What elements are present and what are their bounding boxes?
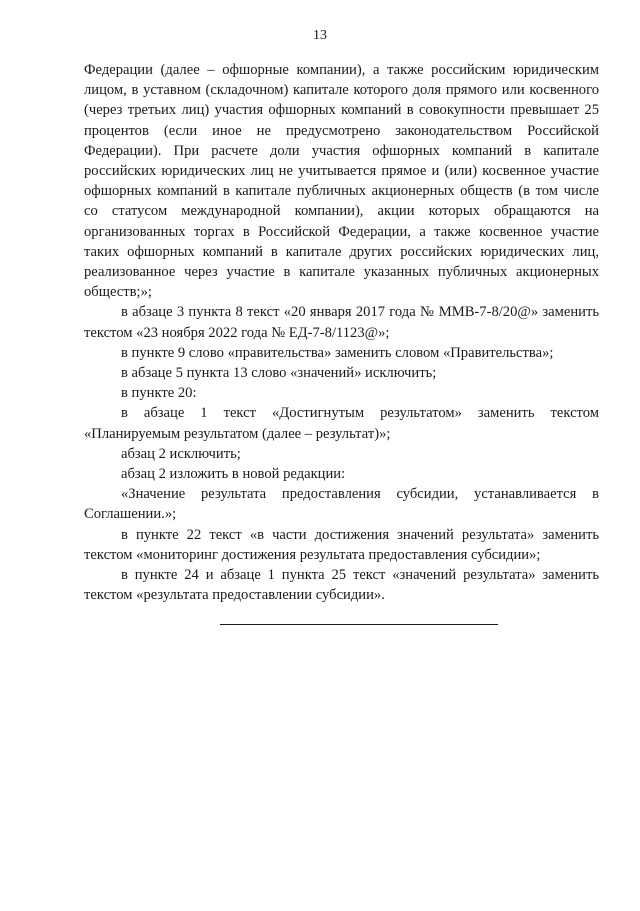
paragraph-amendment-point-22: в пункте 22 текст «в части достижения значений результата» заменить текстом «мониторинг достижения результата предоставления субсидии»; — [84, 526, 599, 563]
paragraph-amendment-points-24-25: в пункте 24 и абзаце 1 пункта 25 текст «значений результата» заменить текстом «результата предоставлении субсидии». — [84, 567, 599, 604]
paragraph-new-wording: «Значение результата предоставления субсидии, устанавливается в Соглашении.»; — [84, 486, 599, 523]
paragraph-point-20-abzac-2-exclude: абзац 2 исключить; — [121, 445, 241, 462]
page-number: 13 — [313, 28, 327, 43]
document-body — [84, 60, 599, 605]
paragraph-point-20-heading: в пункте 20: — [121, 385, 197, 402]
paragraph-point-20-abzac-1: в абзаце 1 текст «Достигнутым результатом» заменить текстом «Планируемым результатом (далее – результат)»; — [84, 405, 599, 442]
end-separator-line — [220, 624, 498, 625]
paragraph-continuation: Федерации (далее – офшорные компании), а также российским юридическим лицом, в уставном (складочном) капитале которого доля прямого или косвенного (через третьих лиц) участия офшорных компаний в совокупности превышает 25 процентов (если иное не предусмотрено законодательством Российской Федерации). При расчете доли участия офшорных компаний в капитале российских юридических лиц не учитывается прямое и (или) косвенное участие офшорных компаний в капитале публичных акционерных обществ (в том числе со статусом международной компании), акции которых обращаются на организованных торгах в Российской Федерации, а также косвенное участие таких офшорных компаний в капитале других российских юридических лиц, реализованное через участие в капитале указанных публичных акционерных обществ;»; — [84, 62, 599, 301]
paragraph-point-20-abzac-2-new: абзац 2 изложить в новой редакции: — [121, 466, 346, 483]
paragraph-amendment-point-13: в абзаце 5 пункта 13 слово «значений» исключить; — [121, 365, 437, 382]
paragraph-amendment-point-8: в абзаце 3 пункта 8 текст «20 января 2017 года № ММВ-7-8/20@» заменить текстом «23 ноября 2022 года № ЕД-7-8/1123@»; — [84, 304, 599, 341]
paragraph-amendment-point-9: в пункте 9 слово «правительства» заменить словом «Правительства»; — [121, 344, 554, 361]
